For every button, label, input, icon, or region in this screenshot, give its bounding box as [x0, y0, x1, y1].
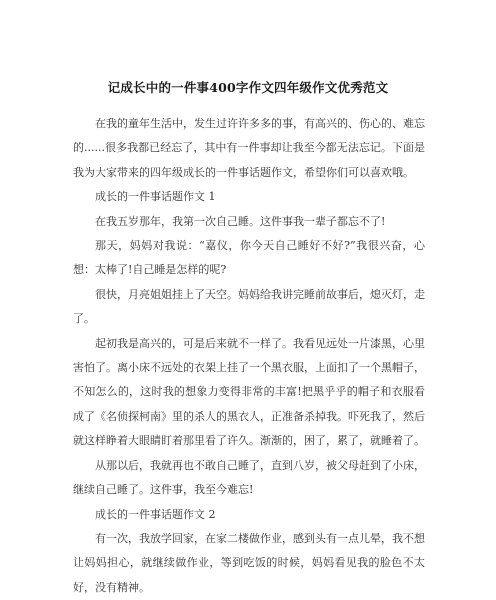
body-paragraph: 那天，妈妈对我说：“嘉仪，你今天自己睡好不好?”我很兴奋，心想：太棒了!自己睡是怎样的呢? [73, 239, 425, 277]
section-heading: 成长的一件事话题作文 2 [95, 507, 216, 521]
section-heading: 成长的一件事话题作文 1 [95, 190, 216, 204]
body-paragraph: 很快，月亮姐姐挂上了天空。妈妈给我讲完睡前故事后，熄灭灯，走了。 [73, 287, 425, 326]
body-paragraph: 有一次，我放学回家，在家二楼做作业，感到头有一点儿晕，我不想让妈妈担心，就继续做作业，等到吃饭的时候，妈妈看见我的脸色不太好，没有精神。 [73, 531, 425, 594]
document-body [73, 112, 425, 600]
body-paragraph: 起初我是高兴的，可是后来就不一样了。我看见远处一片漆黑，心里害怕了。离小床不远处的衣架上挂了一个黑衣服，上面扣了一个黑帽子，不知怎么的，这时我的想象力变得非常的丰富!把黑乎乎的帽子和衣服看成了《名侦探柯南》里的杀人的黑衣人，正准备杀掉我。吓死我了，然后就这样睁着大眼睛盯着那里看了许久。渐渐的，困了，累了，就睡着了。 [73, 336, 425, 448]
body-paragraph: 在我五岁那年，我第一次自己睡。这件事我一辈子都忘不了! [95, 214, 386, 228]
intro-paragraph: 在我的童年生活中，发生过许许多多的事，有高兴的、伤心的、难忘的......很多我都已经忘了，其中有一件事却让我至今都无法忘记。下面是我为大家带来的四年级成长的一件事话题作文，希望你们可以喜欢哦。 [73, 117, 425, 179]
document-title: 记成长中的一件事400字作文四年级作文优秀范文 [107, 80, 389, 95]
body-paragraph: 从那以后，我就再也不敢自己睡了，直到八岁，被父母赶到了小床，继续自己睡了。这件事，我至今难忘! [73, 458, 425, 497]
